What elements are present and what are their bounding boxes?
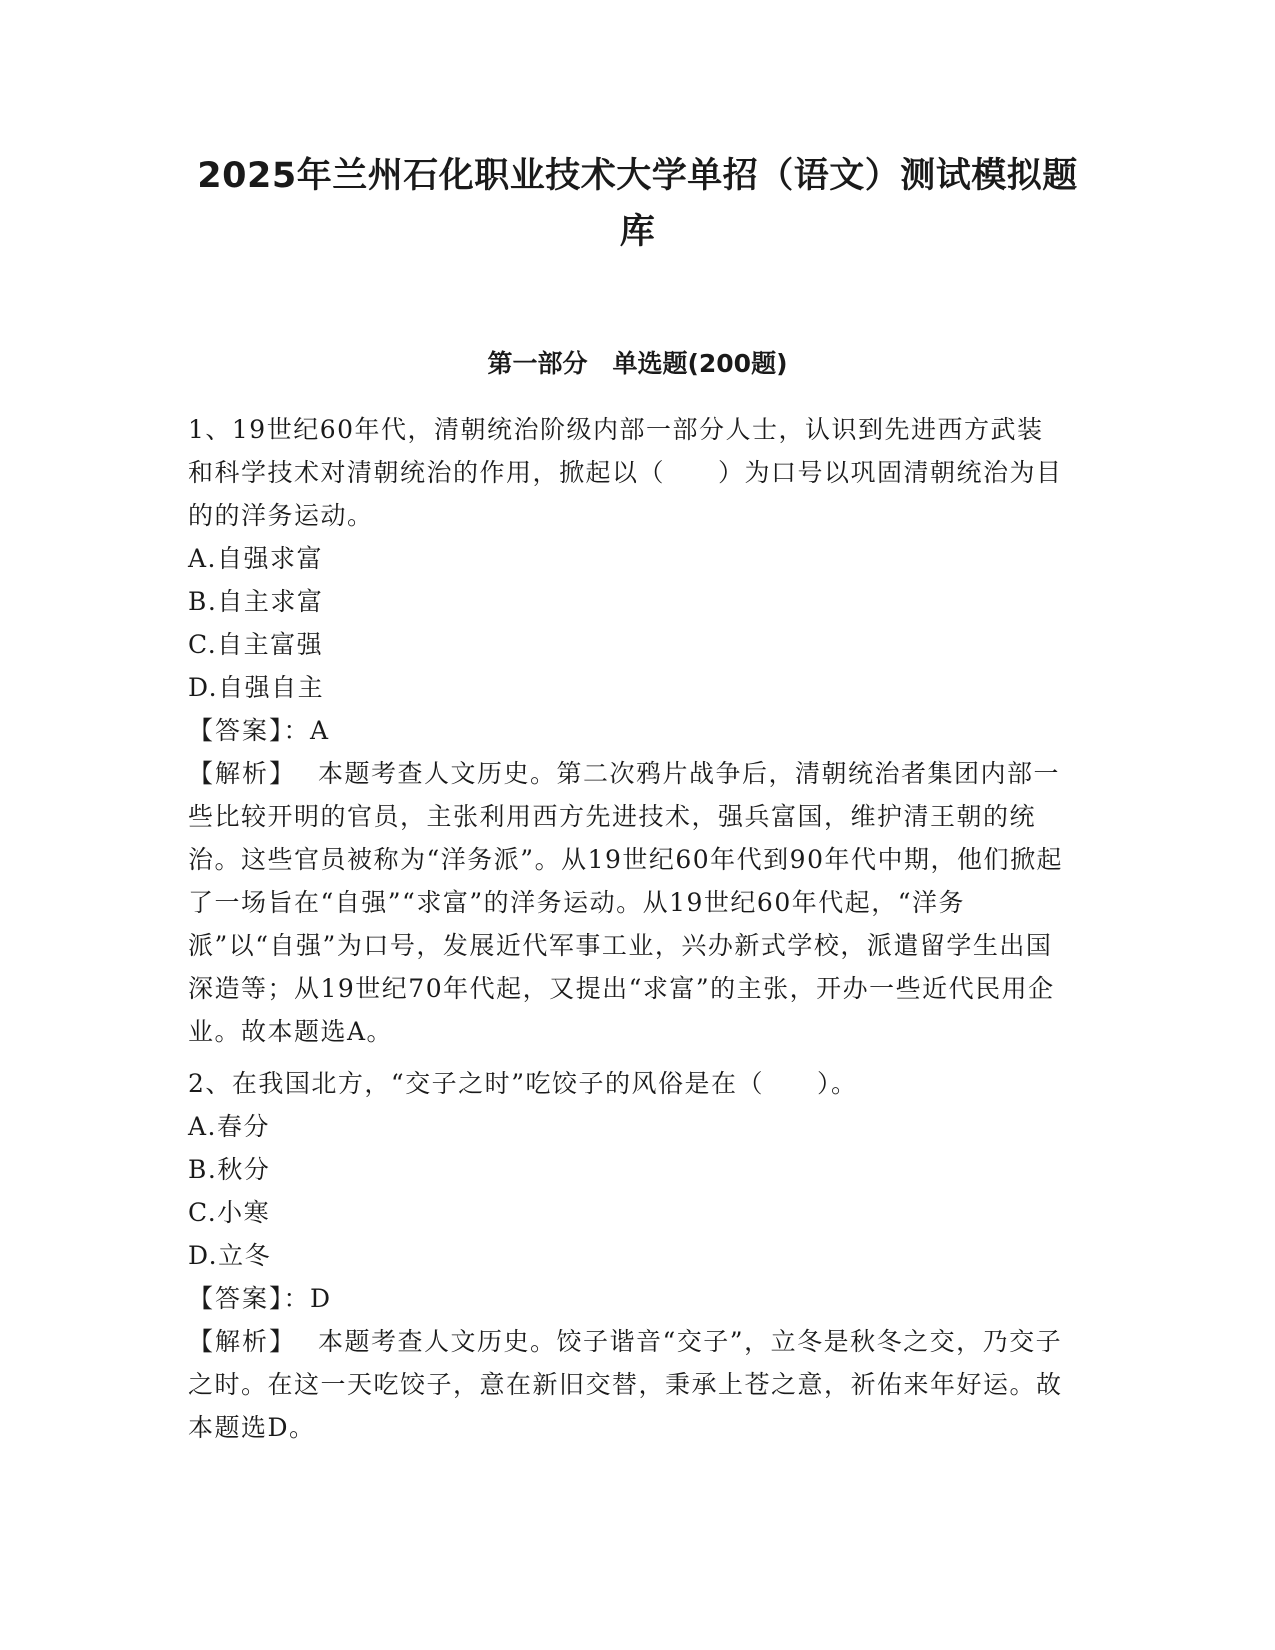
option-d: D.立冬 [188,1241,272,1270]
analysis-text: 本题考查人文历史。饺子谐音“交子”，立冬是秋冬之交，乃交子之时。在这一天吃饺子，意在新旧交替，秉承上苍之意，祈佑来年好运。故本题选D。 [188,1327,1063,1442]
question-item [188,1062,1068,1449]
analysis-text: 本题考查人文历史。第二次鸦片战争后，清朝统治者集团内部一些比较开明的官员，主张利用西方先进技术，强兵富国，维护清王朝的统治。这些官员被称为“洋务派”。从19世纪60年代到90年代中期，他们掀起了一场旨在“自强”“求富”的洋务运动。从19世纪60年代起，“洋务派”以“自强”为口号，发展近代军事工业，兴办新式学校，派遣留学生出国深造等；从19世纪70年代起，又提出“求富”的主张，开办一些近代民用企业。故本题选A。 [188,759,1063,1046]
section-title: 第一部分 单选题(200题) [487,349,788,378]
option-b: B.秋分 [188,1155,271,1184]
answer-label: 【答案】 [188,716,284,745]
analysis-label: 【解析】 [188,759,297,788]
answer-label: 【答案】 [188,1284,284,1313]
document-title: 2025年兰州石化职业技术大学单招（语文）测试模拟题库 [197,156,1078,252]
option-d: D.自强自主 [188,673,325,702]
question-stem: 1、19世纪60年代，清朝统治阶级内部一部分人士，认识到先进西方武装和科学技术对清朝统治的作用，掀起以（ ）为口号以巩固清朝统治为目的的洋务运动。 [188,415,1063,530]
option-c: C.自主富强 [188,630,324,659]
analysis-paragraph [188,1320,1068,1449]
answer-line [188,1277,1068,1320]
answer-line [188,709,1068,752]
option-a: A.自强求富 [188,544,324,573]
question-item [188,408,1068,1053]
option-a: A.春分 [188,1112,271,1141]
answer-value: ：D [283,1284,332,1313]
question-stem: 2、在我国北方，“交子之时”吃饺子的风俗是在（ ）。 [188,1069,858,1098]
option-c: C.小寒 [188,1198,271,1227]
analysis-paragraph [188,752,1068,1053]
question-list [188,408,1068,1458]
option-b: B.自主求富 [188,587,324,616]
answer-value: ：A [283,716,330,745]
analysis-label: 【解析】 [188,1327,297,1356]
